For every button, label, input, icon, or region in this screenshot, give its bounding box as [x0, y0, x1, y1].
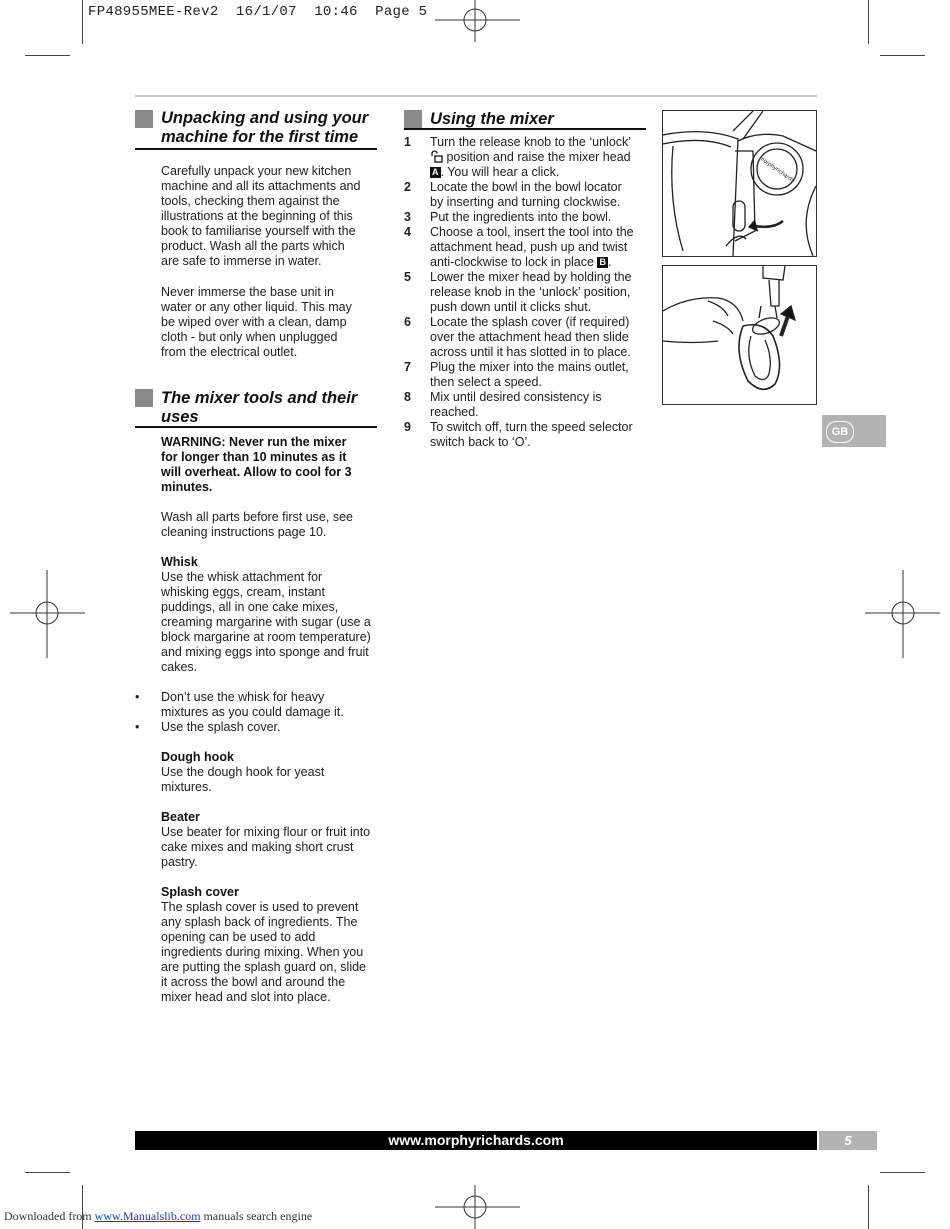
splash-cover-heading: Splash cover	[161, 885, 239, 899]
figure-ref-b: B	[599, 257, 606, 267]
mixer-illustration	[663, 111, 816, 256]
step-7: 7 Plug the mixer into the mains outlet, then select a speed.	[404, 360, 629, 389]
step-5: 5 Lower the mixer head by holding the release knob in the ‘unlock’ position, push down until it clicks shut.	[404, 270, 632, 314]
figure-a-mixer-head-raise	[662, 110, 817, 257]
bullet-mark: •	[135, 720, 140, 734]
manualslib-link[interactable]: www.Manualslib.com	[94, 1209, 201, 1223]
section-marker	[135, 389, 153, 407]
tool-insert-illustration	[663, 266, 816, 404]
whisk-section: Whisk Use the whisk attachment for whisking eggs, cream, instant puddings, all in one cake mixes, creaming margarine with sugar (use a block margarine at room temperature) and mixing eggs into sponge and fruit cakes.	[161, 555, 381, 675]
bullet-mark: •	[135, 690, 140, 704]
section-rule	[135, 426, 377, 428]
footer-url[interactable]: www.morphyrichards.com	[388, 1132, 564, 1148]
section-rule	[404, 128, 646, 130]
unlock-icon	[430, 150, 443, 163]
figure-b-tool-insert	[662, 265, 817, 405]
beater-section: Beater Use beater for mixing flour or fruit into cake mixes and making short crust pastry.	[161, 810, 381, 870]
unpacking-paragraph-1: Carefully unpack your new kitchen machine and all its attachments and tools, checking them against the illustrations at the beginning of this book to familiarise yourself with the product. Wash all the parts which are safe to immerse in water.	[161, 164, 361, 268]
section-title-mixer-tools: The mixer tools and their uses	[161, 389, 358, 426]
knob-brand-text: morphyrichards	[757, 155, 796, 185]
section-marker	[135, 110, 153, 128]
step-1: 1 Turn the release knob to the ‘unlock’ position and raise the mixer head A . You will hear a click.	[404, 135, 632, 179]
bullet-item: Don’t use the whisk for heavy mixtures as you could damage it.	[161, 690, 344, 719]
step-4: 4 Choose a tool, insert the tool into the attachment head, push up and twist anti-clockwise to lock in place B .	[404, 225, 634, 269]
warning-text: WARNING: Never run the mixer for longer than 10 minutes as it will overheat. Allow to cool for 3 minutes.	[161, 435, 352, 494]
step-3: 3 Put the ingredients into the bowl.	[404, 210, 612, 224]
step-2: 2 Locate the bowl in the bowl locator by inserting and turning clockwise.	[404, 180, 622, 209]
bullet-item: Use the splash cover.	[161, 720, 281, 734]
splash-cover-section: Splash cover The splash cover is used to prevent any splash back of ingredients. The opening can be used to add ingredients during mixing. When you are putting the splash guard on, slide it across the bowl and around the mixer head and slot into place.	[161, 885, 381, 1005]
print-header: FP48955MEE-Rev2 16/1/07 10:46 Page 5	[88, 4, 428, 20]
section-title-using-mixer: Using the mixer	[430, 110, 554, 128]
footer-bar	[135, 1131, 817, 1150]
whisk-heading: Whisk	[161, 555, 198, 569]
section-rule	[135, 148, 377, 150]
section-title-unpacking: Unpacking and using your machine for the first time	[161, 109, 369, 146]
section-marker	[404, 110, 422, 128]
dough-hook-heading: Dough hook	[161, 750, 234, 764]
download-note: Downloaded from www.Manualslib.com manuals search engine	[4, 1209, 313, 1223]
dough-hook-section: Dough hook Use the dough hook for yeast mixtures.	[161, 750, 381, 795]
step-8: 8 Mix until desired consistency is reached.	[404, 390, 602, 419]
language-tab-label: GB	[826, 421, 854, 443]
step-6: 6 Locate the splash cover (if required) over the attachment head then slide across until it has slotted in to place.	[404, 315, 631, 359]
figure-ref-a: A	[432, 167, 439, 177]
beater-heading: Beater	[161, 810, 200, 824]
step-9: 9 To switch off, turn the speed selector switch back to ‘O’.	[404, 420, 633, 449]
wash-text: Wash all parts before first use, see cleaning instructions page 10.	[161, 510, 353, 539]
page-number: 5	[819, 1131, 877, 1150]
unpacking-paragraph-2: Never immerse the base unit in water or any other liquid. This may be wiped over with a clean, damp cloth - but only when unplugged from the electrical outlet.	[161, 285, 352, 359]
language-tab	[822, 415, 886, 447]
